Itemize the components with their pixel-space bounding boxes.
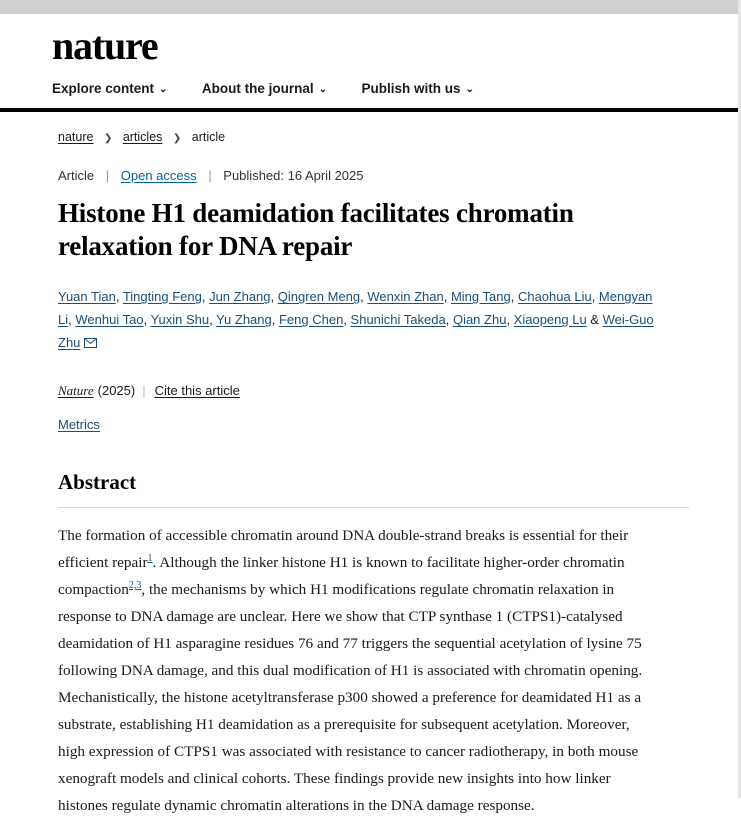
envelope-icon[interactable] [84, 332, 97, 355]
nature-logo[interactable]: nature [52, 23, 158, 68]
chevron-right-icon: ❯ [172, 133, 182, 144]
breadcrumb-item-nature[interactable]: nature [58, 130, 94, 144]
nav-publish-with-us-label: Publish with us [361, 81, 461, 96]
article-type-label: Article [58, 168, 95, 183]
cite-divider: | [142, 383, 146, 398]
abstract-divider [58, 507, 689, 508]
author-sep: , [115, 289, 123, 304]
abstract-part-2: . Although the linker histone H1 is known to facilitate higher-order chromatin compaction [58, 554, 625, 598]
author-sep: , [343, 312, 351, 327]
author-sep: , [201, 289, 210, 304]
author-sep: , [270, 289, 278, 304]
author-link[interactable]: Yu Zhang [216, 312, 272, 327]
abstract-text [58, 522, 659, 819]
metrics-row [58, 417, 689, 432]
chevron-right-icon: ❯ [103, 133, 113, 144]
author-sep: , [506, 312, 514, 327]
author-link[interactable]: Ming Tang [450, 289, 511, 304]
reference-link-2[interactable]: 2,3 [128, 579, 142, 591]
open-access-link[interactable]: Open access [120, 168, 197, 183]
journal-year: (2025) [97, 383, 136, 398]
author-sep: , [271, 312, 279, 327]
journal-citation [58, 383, 689, 399]
main-navigation [0, 72, 741, 112]
breadcrumb-item-articles[interactable]: articles [122, 130, 163, 144]
author-link[interactable]: Qian Zhu [452, 312, 507, 327]
author-link[interactable]: Shunichi Takeda [350, 312, 446, 327]
author-link[interactable]: Yuxin Shu [150, 312, 210, 327]
author-link[interactable]: Wenxin Zhan [367, 289, 444, 304]
author-sep: , [360, 289, 368, 304]
cite-this-article-link[interactable]: Cite this article [154, 383, 240, 398]
abstract-heading: Abstract [58, 470, 137, 494]
author-link[interactable]: Yuan Tian [58, 289, 116, 304]
nav-about-the-journal-label: About the journal [201, 81, 314, 96]
published-date: Published: 16 April 2025 [223, 168, 364, 183]
author-sep: , [143, 312, 151, 327]
author-ampersand: & [590, 312, 599, 327]
nav-explore-content[interactable] [52, 81, 167, 96]
chevron-down-icon: ⌄ [465, 84, 474, 95]
author-link[interactable]: Chaohua Liu [517, 289, 592, 304]
abstract-part-3: , the mechanisms by which H1 modifications regulate chromatin relaxation in response to DNA damage are unclear. Here we show that CTP synthase 1 (CTPS1)-catalysed deamidation of H1 asparagine residues 76 and 77 triggers the sequential acetylation of lysine 75 following DNA damage, and this dual modification of H1 is associated with chromatin opening. Mechanistically, the histone acetyltransferase p300 showed a preference for deamidated H1 as a substrate, establishing H1 deamidation as a prerequisite for subsequent acetylation. Moreover, high expression of CTPS1 was associated with resistance to cancer radiotherapy, in both mouse xenograft models and clinical cohorts. These findings provide new insights into how linker histones regulate dynamic chromatin alterations in the DNA damage response. [58, 581, 643, 814]
breadcrumb-item-article: article [191, 130, 226, 144]
author-sep: , [443, 289, 451, 304]
author-list [58, 285, 658, 355]
reference-marker-2[interactable] [129, 580, 142, 591]
author-sep: , [68, 312, 76, 327]
metrics-link[interactable]: Metrics [58, 417, 100, 432]
abstract-part-1: The formation of accessible chromatin around DNA double-strand breaks is essential for their efficient repair [58, 527, 629, 571]
page-title: Histone H1 deamidation facilitates chromatin relaxation for DNA repair [58, 198, 574, 261]
author-sep: , [445, 312, 453, 327]
chevron-down-icon: ⌄ [159, 84, 168, 95]
author-link[interactable]: Qingren Meng [277, 289, 361, 304]
article-content [0, 112, 741, 819]
reference-link-1[interactable]: 1 [147, 552, 153, 564]
author-link[interactable]: Feng Chen [278, 312, 344, 327]
article-meta [58, 168, 689, 183]
breadcrumb [58, 112, 689, 144]
author-link[interactable]: Mengyan Li [58, 289, 653, 327]
nav-publish-with-us[interactable] [361, 81, 473, 96]
browser-chrome-bar [0, 0, 741, 14]
author-sep: , [510, 289, 518, 304]
nav-explore-content-label: Explore content [52, 81, 155, 96]
site-masthead [0, 14, 741, 72]
author-sep: , [591, 289, 599, 304]
author-link[interactable]: Xiaopeng Lu [513, 312, 587, 327]
author-sep: , [209, 312, 217, 327]
journal-name-link[interactable]: Nature [58, 383, 94, 398]
author-link[interactable]: Wenhui Tao [75, 312, 144, 327]
meta-divider: | [105, 168, 110, 183]
author-link[interactable]: Tingting Feng [122, 289, 202, 304]
corresponding-author-link[interactable]: Wei-Guo Zhu [58, 312, 654, 350]
meta-divider: | [208, 168, 212, 183]
author-link[interactable]: Jun Zhang [209, 289, 271, 304]
chevron-down-icon: ⌄ [318, 84, 327, 95]
nav-about-the-journal[interactable] [202, 81, 327, 96]
